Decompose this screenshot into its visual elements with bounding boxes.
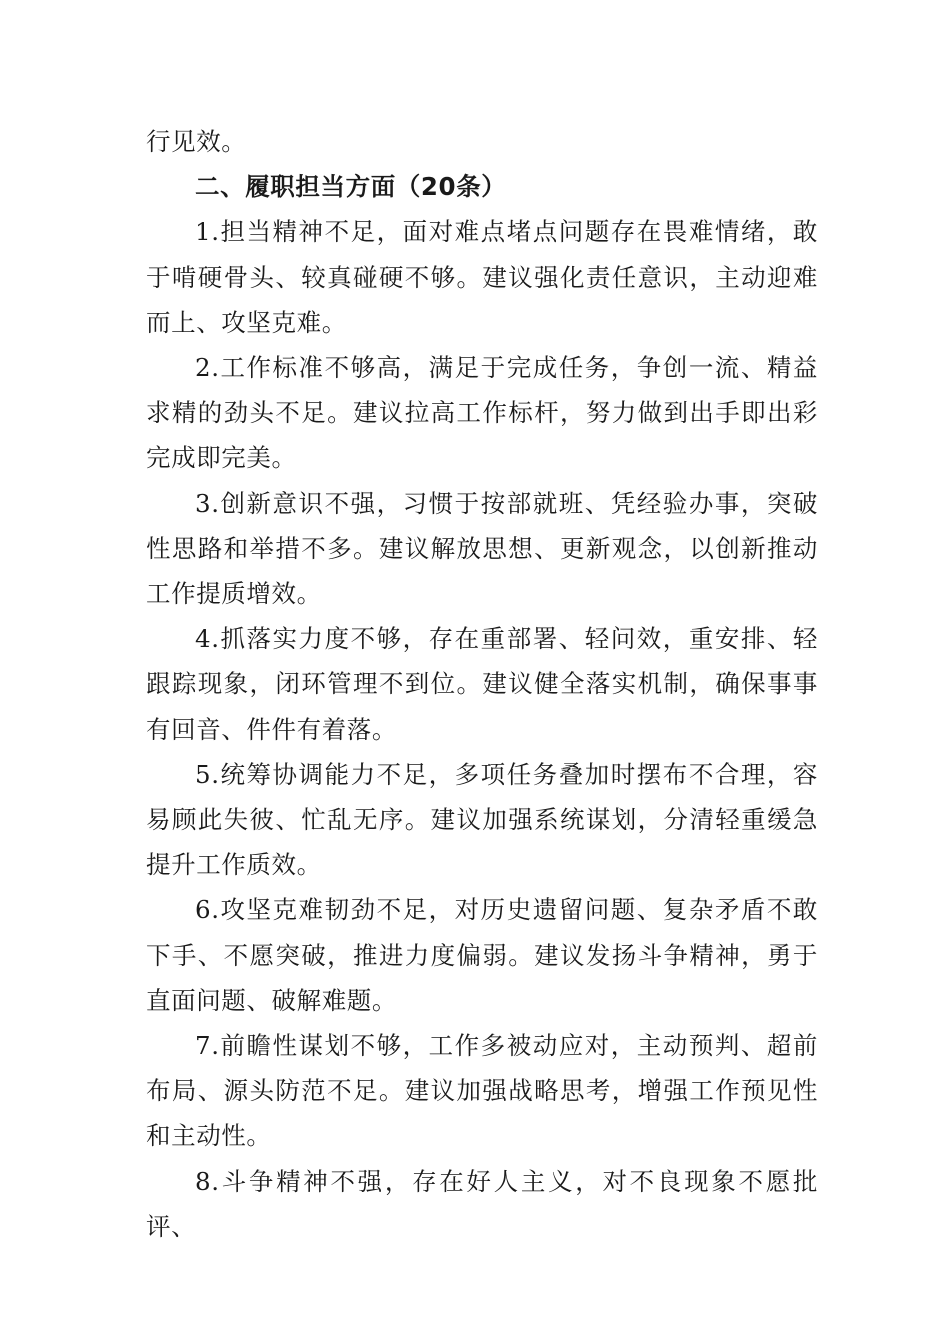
item-7: 7.前瞻性谋划不够，工作多被动应对，主动预判、超前布局、源头防范不足。建议加强战略思考，增强工作预见性和主动性。 <box>146 1031 818 1151</box>
document-body <box>146 119 818 1249</box>
item-4: 4.抓落实力度不够，存在重部署、轻问效，重安排、轻跟踪现象，闭环管理不到位。建议健全落实机制，确保事事有回音、件件有着落。 <box>146 624 818 744</box>
item-1: 1.担当精神不足，面对难点堵点问题存在畏难情绪，敢于啃硬骨头、较真碰硬不够。建议强化责任意识，主动迎难而上、攻坚克难。 <box>146 217 818 337</box>
continuation-paragraph: 行见效。 <box>146 127 247 156</box>
item-5: 5.统筹协调能力不足，多项任务叠加时摆布不合理，容易顾此失彼、忙乱无序。建议加强系统谋划，分清轻重缓急提升工作质效。 <box>146 759 818 880</box>
item-6: 6.攻坚克难韧劲不足，对历史遗留问题、复杂矛盾不敢下手、不愿突破，推进力度偏弱。建议发扬斗争精神，勇于直面问题、破解难题。 <box>146 895 818 1015</box>
item-8: 8.斗争精神不强，存在好人主义，对不良现象不愿批评、 <box>146 1166 818 1241</box>
section-heading: 二、履职担当方面（20条） <box>195 172 507 202</box>
item-3: 3.创新意识不强，习惯于按部就班、凭经验办事，突破性思路和举措不多。建议解放思想、更新观念，以创新推动工作提质增效。 <box>146 488 818 609</box>
item-2: 2.工作标准不够高，满足于完成任务，争创一流、精益求精的劲头不足。建议拉高工作标杆，努力做到出手即出彩完成即完美。 <box>146 353 818 473</box>
